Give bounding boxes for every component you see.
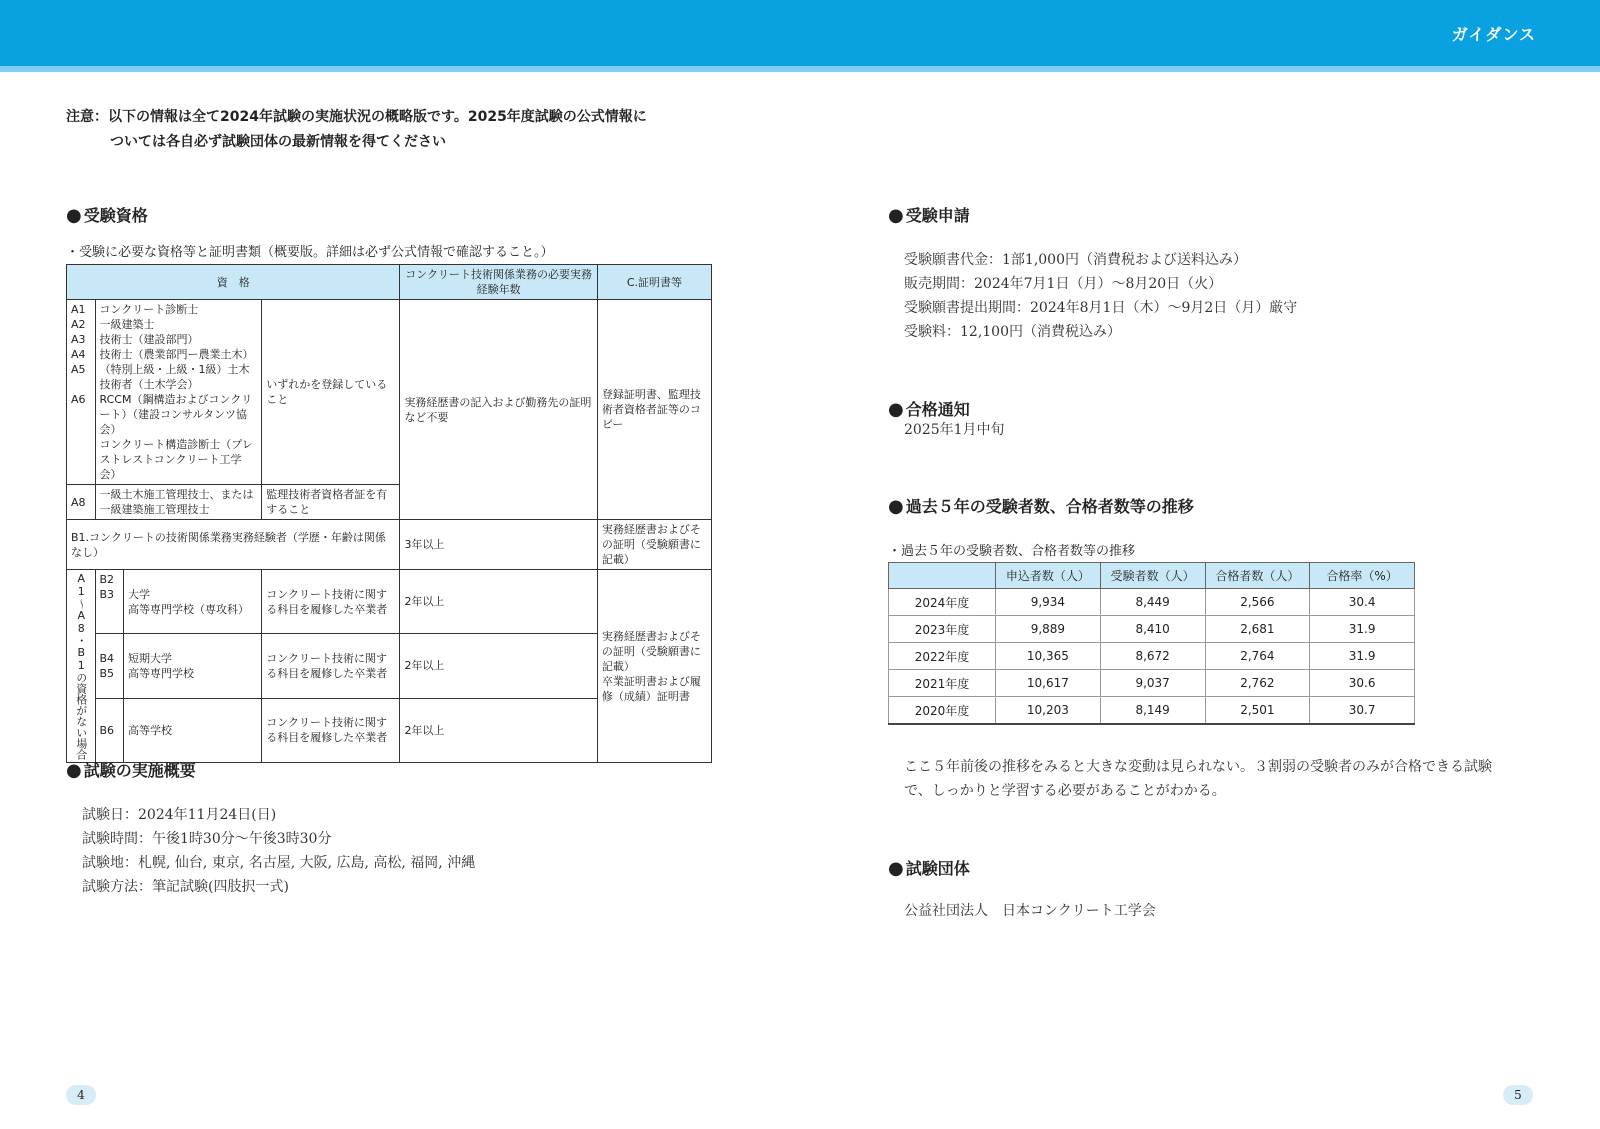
year-cell: 2022年度 — [889, 643, 996, 670]
passers-cell: 2,501 — [1205, 697, 1310, 725]
col-header — [889, 563, 996, 589]
col-header: 申込者数（人） — [996, 563, 1101, 589]
table-row — [889, 589, 1415, 616]
examinees-cell: 8,672 — [1100, 643, 1205, 670]
bullet-icon: ● — [888, 496, 904, 517]
examinees-cell: 9,037 — [1100, 670, 1205, 697]
bullet-icon: ● — [888, 858, 904, 879]
examinees-cell: 8,149 — [1100, 697, 1205, 725]
exam-locations: 試験地：札幌, 仙台, 東京, 名古屋, 大阪, 広島, 高松, 福岡, 沖縄 — [82, 855, 476, 871]
b1-label: B1.コンクリートの技術関係業務実務経験者（学歴・年齢は関係なし） — [67, 520, 400, 570]
bullet-icon: ● — [66, 760, 82, 781]
col-header: 合格率（%） — [1310, 563, 1415, 589]
passers-cell: 2,764 — [1205, 643, 1310, 670]
table-header-row — [889, 563, 1415, 589]
page-number-right: 5 — [1503, 1085, 1533, 1105]
col-header: 受験者数（人） — [1100, 563, 1205, 589]
trend-comment-line-2: で、しっかりと学習する必要があることがわかる。 — [904, 783, 1226, 799]
b-row-years: 2年以上 — [400, 698, 597, 762]
qualification-caption: ・受験に必要な資格等と証明書類（概要版。詳細は必ず公式情報で確認すること。） — [66, 245, 554, 260]
trend-heading: ● 過去５年の受験者数、合格者数等の推移 — [888, 496, 1194, 517]
exam-fee: 受験料：12,100円（消費税込み） — [904, 324, 1121, 340]
application-details — [904, 248, 1297, 344]
b-row-condition: コンクリート技術に関する科目を履修した卒業者 — [262, 634, 400, 698]
pass-notice-date: 2025年1月中旬 — [904, 422, 1005, 438]
submission-period: 受験願書提出期間：2024年8月1日（木）〜9月2日（月）厳守 — [904, 300, 1298, 316]
application-heading: ● 受験申請 — [888, 205, 970, 226]
examinees-cell: 8,410 — [1100, 616, 1205, 643]
header-bar — [0, 0, 1600, 66]
notice-line-2: ついては各自必ず試験団体の最新情報を得てください — [110, 134, 446, 150]
exam-method: 試験方法：筆記試験(四肢択一式) — [82, 879, 289, 895]
table-row — [889, 643, 1415, 670]
side-label-cell — [67, 570, 96, 763]
col-header-years: コンクリート技術関係業務の必要実務経験年数 — [400, 265, 597, 300]
a-years: 実務経歴書の記入および勤務先の証明など不要 — [400, 300, 597, 520]
table-row — [889, 616, 1415, 643]
organization-heading: ● 試験団体 — [888, 858, 970, 879]
organization-name: 公益社団法人 日本コンクリート工学会 — [904, 903, 1156, 919]
applicants-cell: 10,365 — [996, 643, 1101, 670]
a8-code: A8 — [67, 485, 96, 520]
col-header: 合格者数（人） — [1205, 563, 1310, 589]
year-cell: 2021年度 — [889, 670, 996, 697]
pass-rate-cell: 30.7 — [1310, 697, 1415, 725]
notice-line-1: 注意：以下の情報は全て2024年試験の実施状況の概略版です。2025年度試験の公式情報に — [66, 109, 647, 125]
pass-rate-cell: 31.9 — [1310, 616, 1415, 643]
year-cell: 2024年度 — [889, 589, 996, 616]
a8-condition: 監理技術者資格者証を有すること — [262, 485, 400, 520]
notice-text — [66, 105, 756, 155]
col-header-cert: C.証明書等 — [597, 265, 711, 300]
b-row-condition: コンクリート技術に関する科目を履修した卒業者 — [262, 570, 400, 634]
b-row-years: 2年以上 — [400, 634, 597, 698]
exam-overview-details — [82, 803, 475, 899]
bullet-icon: ● — [888, 205, 904, 226]
sales-period: 販売期間：2024年7月1日（月）〜8月20日（火） — [904, 276, 1223, 292]
table-row — [889, 697, 1415, 725]
a-names: コンクリート診断士 一級建築士 技術士（建設部門） 技術士（農業部門ー農業土木） （特別上級・上級・1級）土木技術者（土木学会） RCCM（鋼構造およびコンクリート）（建設コンサルタンツ協会） コンクリート構造診断士（プレストレストコンクリート工学会） — [95, 300, 262, 485]
table-row — [889, 670, 1415, 697]
applicants-cell: 9,934 — [996, 589, 1101, 616]
year-cell: 2020年度 — [889, 697, 996, 725]
exam-time: 試験時間：午後1時30分〜午後3時30分 — [82, 831, 332, 847]
trend-table — [888, 562, 1415, 725]
qualification-table — [66, 264, 712, 763]
pass-notice-heading: ● 合格通知 — [888, 399, 970, 420]
exam-date: 試験日：2024年11月24日(日) — [82, 807, 277, 823]
b-row-codes: B4 B5 — [95, 634, 124, 698]
b-row-school: 短期大学 高等専門学校 — [124, 634, 262, 698]
passers-cell: 2,681 — [1205, 616, 1310, 643]
b-row-school: 大学 高等専門学校（専攻科） — [124, 570, 262, 634]
year-cell: 2023年度 — [889, 616, 996, 643]
exam-overview-heading: ● 試験の実施概要 — [66, 760, 196, 781]
pass-rate-cell: 31.9 — [1310, 643, 1415, 670]
applicants-cell: 10,617 — [996, 670, 1101, 697]
a-codes: A1 A2 A3 A4 A5 A6 — [67, 300, 96, 485]
applicants-cell: 9,889 — [996, 616, 1101, 643]
bullet-icon: ● — [888, 399, 904, 420]
b-row-codes: B2 B3 — [95, 570, 124, 634]
a-cert: 登録証明書、監理技術者資格者証等のコピー — [597, 300, 711, 520]
passers-cell: 2,762 — [1205, 670, 1310, 697]
pass-rate-cell: 30.6 — [1310, 670, 1415, 697]
b-row-codes: B6 — [95, 698, 124, 762]
col-header-qualification: 資 格 — [67, 265, 400, 300]
b-cert: 実務経歴書およびその証明（受験願書に記載） 卒業証明書および履修（成績）証明書 — [597, 570, 711, 763]
b-row-years: 2年以上 — [400, 570, 597, 634]
applicants-cell: 10,203 — [996, 697, 1101, 725]
trend-caption: ・過去５年の受験者数、合格者数等の推移 — [888, 544, 1136, 559]
b1-years: 3年以上 — [400, 520, 597, 570]
page-number-left: 4 — [66, 1085, 96, 1105]
header-accent-line — [0, 66, 1600, 72]
trend-comment — [904, 755, 1554, 803]
trend-comment-line-1: ここ５年前後の推移をみると大きな変動は見られない。３割弱の受験者のみが合格できる試験 — [904, 759, 1492, 775]
b1-cert: 実務経歴書およびその証明（受験願書に記載） — [597, 520, 711, 570]
application-fee: 受験願書代金：1部1,000円（消費税および送料込み） — [904, 252, 1247, 268]
bullet-icon: ● — [66, 205, 82, 226]
passers-cell: 2,566 — [1205, 589, 1310, 616]
b-row-condition: コンクリート技術に関する科目を履修した卒業者 — [262, 698, 400, 762]
examinees-cell: 8,449 — [1100, 589, 1205, 616]
a8-name: 一級土木施工管理技士、または 一級建築施工管理技士 — [95, 485, 262, 520]
qualification-heading: ● 受験資格 — [66, 205, 148, 226]
side-label: A1〜A8・B1の資格がない場合 — [74, 572, 88, 760]
a-condition: いずれかを登録していること — [262, 300, 400, 485]
pass-rate-cell: 30.4 — [1310, 589, 1415, 616]
b-row-school: 高等学校 — [124, 698, 262, 762]
section-title: ガイダンス — [1451, 25, 1536, 44]
